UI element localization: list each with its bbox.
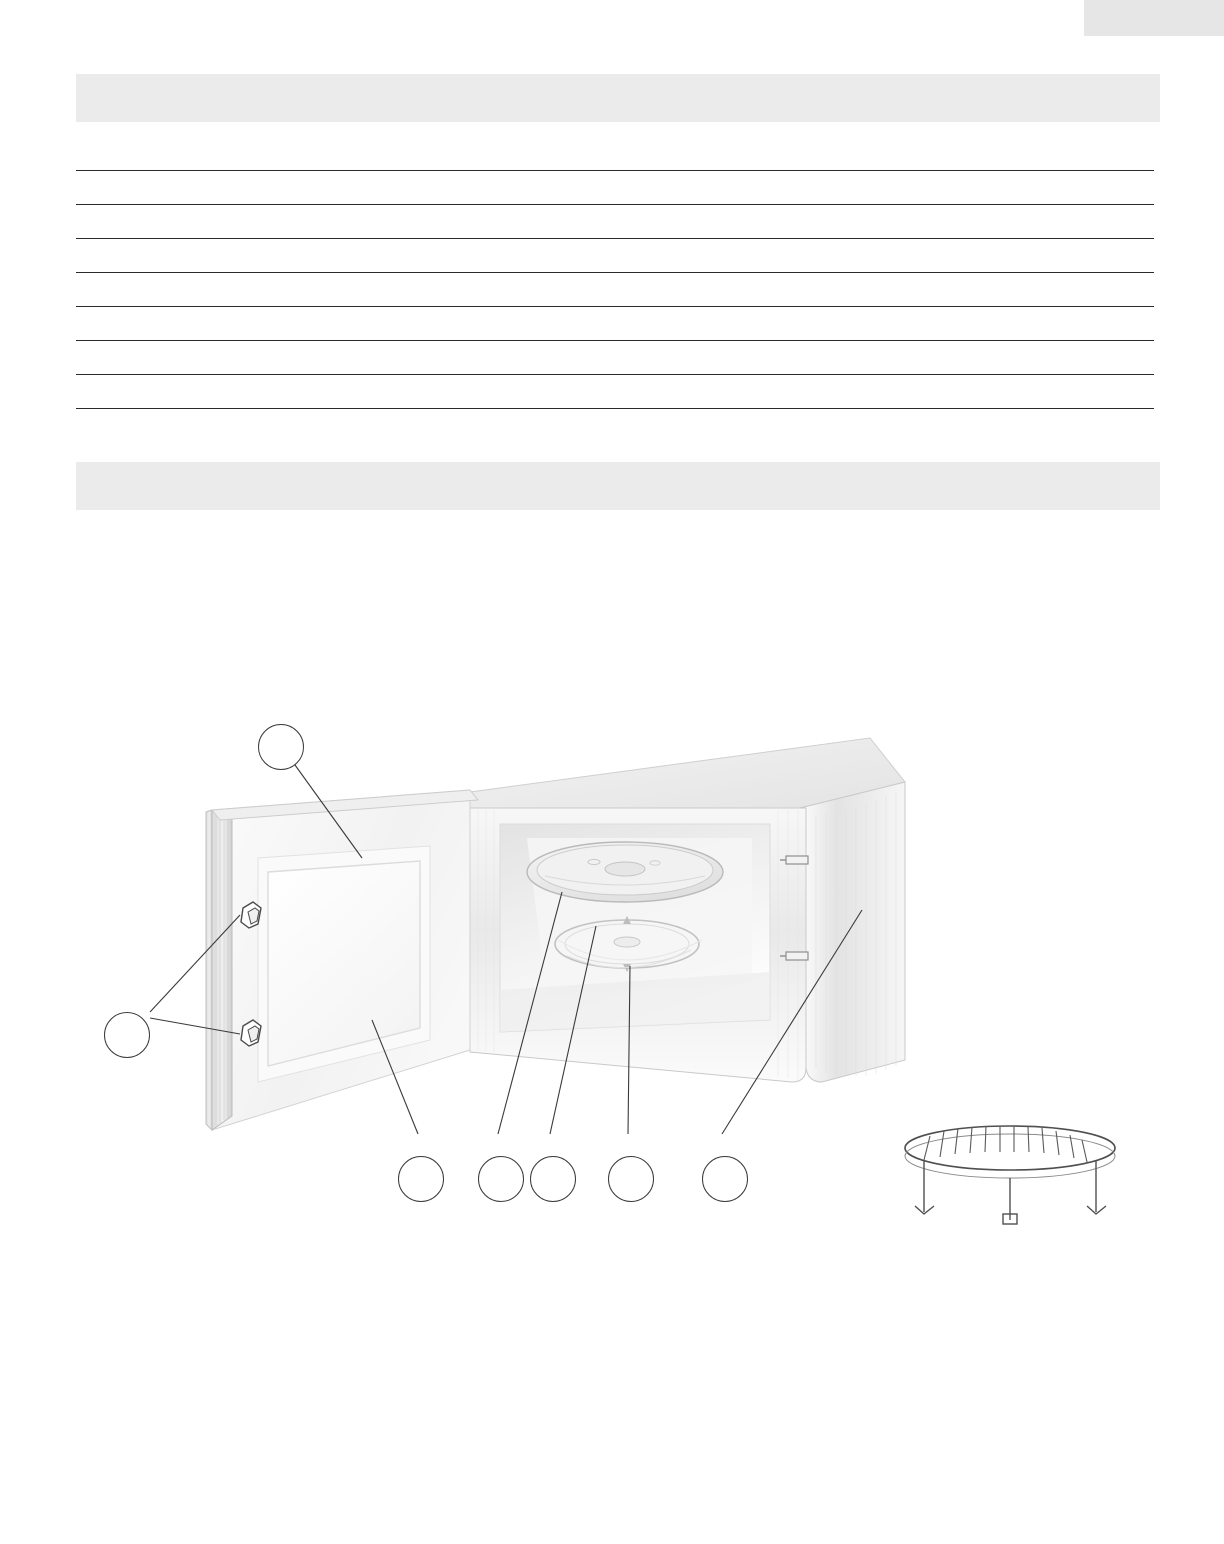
spec-label: [76, 307, 346, 341]
table-row: [76, 273, 1154, 307]
spec-value: [346, 375, 1154, 409]
spec-label: [76, 375, 346, 409]
turntable-coupler: [614, 937, 640, 947]
table-row: [76, 205, 1154, 239]
table-row: [76, 171, 1154, 205]
table-row: [76, 341, 1154, 375]
table-row: [76, 375, 1154, 409]
callout-1: [258, 724, 304, 770]
spec-label: [76, 171, 346, 205]
spec-value: [346, 171, 1154, 205]
oven-control-panel-side: [800, 782, 905, 1082]
metal-rack-accessory: [905, 1126, 1115, 1224]
callout-2: [104, 1012, 150, 1058]
callout-4: [478, 1156, 524, 1202]
spec-value: [346, 205, 1154, 239]
spec-label: [76, 239, 346, 273]
spec-value: [346, 273, 1154, 307]
glass-turntable-tray: [527, 842, 723, 902]
spec-value: [346, 239, 1154, 273]
spec-label: [76, 205, 346, 239]
callout-7: [702, 1156, 748, 1202]
oven-top-panel: [470, 738, 905, 808]
spec-value: [346, 307, 1154, 341]
callout-5: [530, 1156, 576, 1202]
spec-value: [346, 341, 1154, 375]
section-header-specifications: [76, 74, 1160, 122]
corner-tab: [1084, 0, 1224, 36]
spec-label: [76, 341, 346, 375]
table-row: [76, 239, 1154, 273]
specifications-table: [76, 170, 1154, 409]
spec-label: [76, 273, 346, 307]
callout-3: [398, 1156, 444, 1202]
oven-door[interactable]: [206, 790, 478, 1130]
callout-6: [608, 1156, 654, 1202]
table-row: [76, 307, 1154, 341]
microwave-diagram: [0, 520, 1224, 1280]
section-header-parts: [76, 462, 1160, 510]
